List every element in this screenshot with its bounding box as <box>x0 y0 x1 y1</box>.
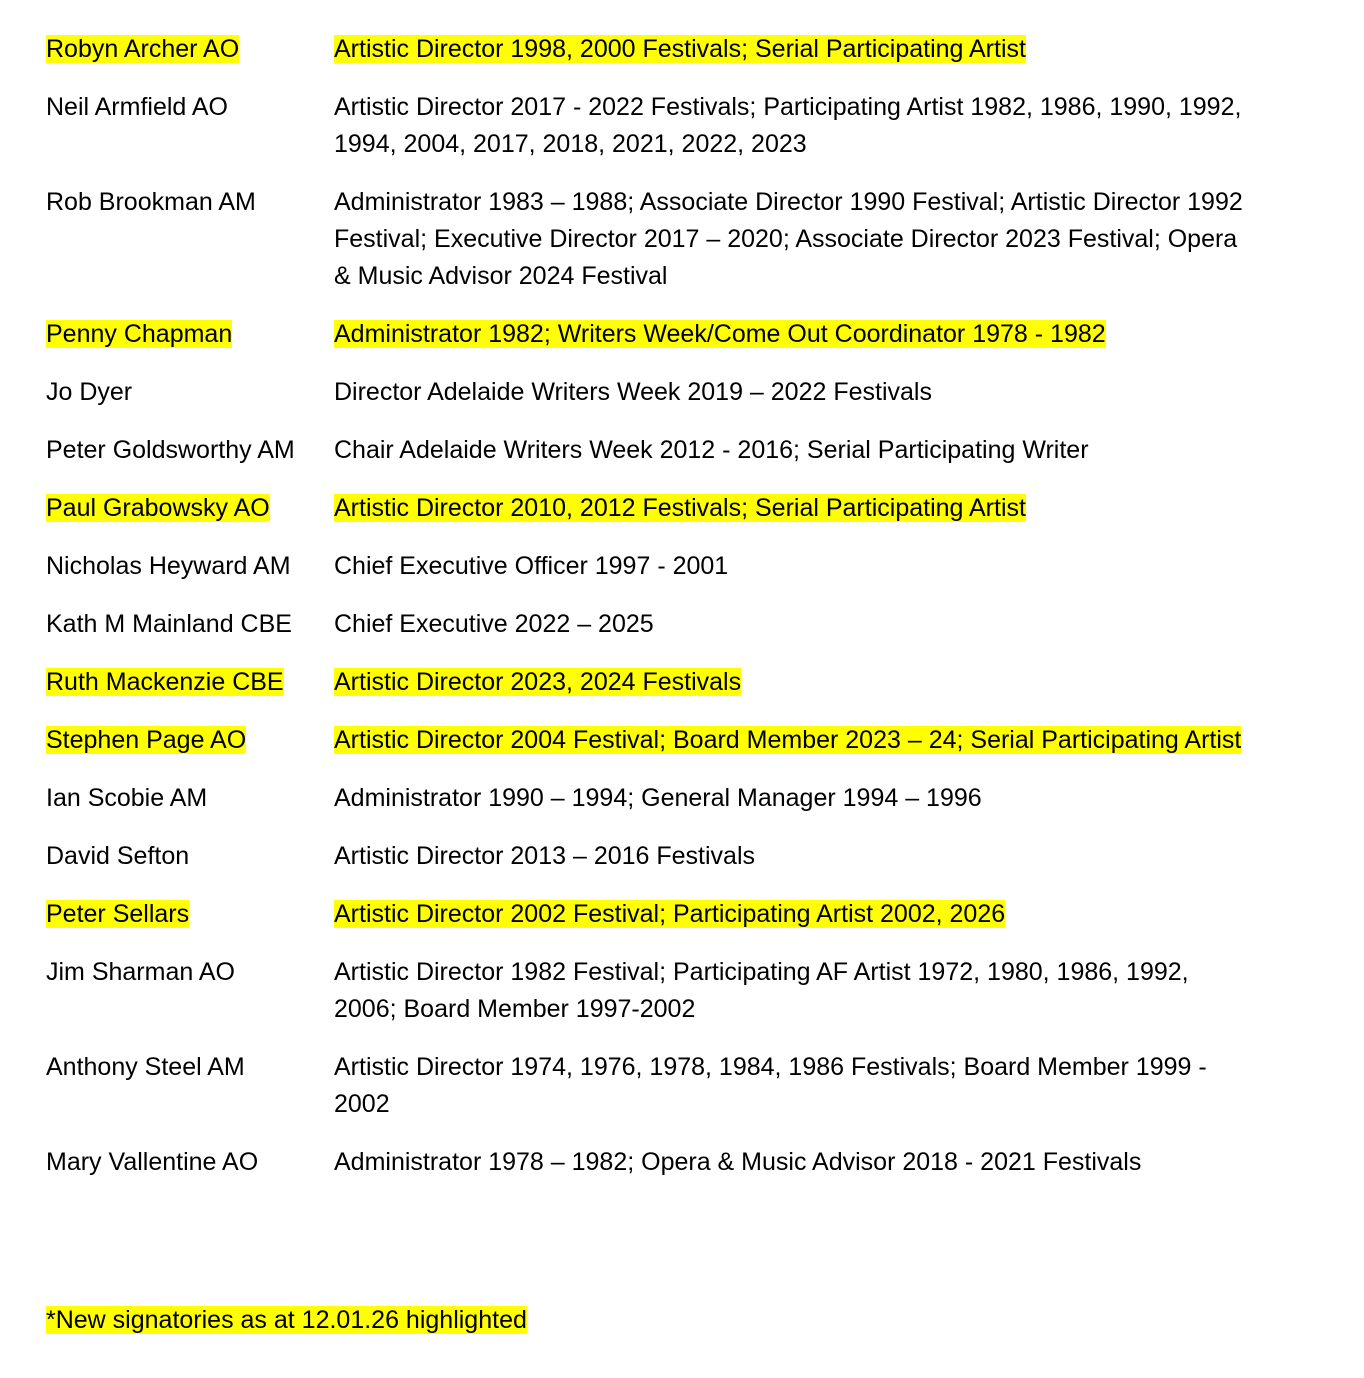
footnote-text: *New signatories as at 12.01.26 highlighted <box>46 1306 527 1334</box>
signatory-name: Kath M Mainland CBE <box>46 610 292 638</box>
signatory-row <box>46 954 1276 1028</box>
signatory-name: Penny Chapman <box>46 320 233 348</box>
signatory-role: Artistic Director 2023, 2024 Festivals <box>334 668 742 696</box>
signatory-role: Administrator 1982; Writers Week/Come Out Coordinator 1978 - 1982 <box>334 320 1106 348</box>
signatory-role: Administrator 1983 – 1988; Associate Director 1990 Festival; Artistic Director 1992 Festival; Executive Director 2017 – 2020; Associate Director 2023 Festival; Opera & Music Advisor 2024 Festival <box>334 188 1243 290</box>
signatory-role: Administrator 1990 – 1994; General Manager 1994 – 1996 <box>334 784 982 812</box>
signatory-name: Jim Sharman AO <box>46 958 235 986</box>
signatory-role: Artistic Director 1998, 2000 Festivals; Serial Participating Artist <box>334 35 1026 63</box>
signatory-row <box>46 896 1276 933</box>
signatory-row <box>46 31 1276 68</box>
signatory-list <box>46 31 1276 1202</box>
signatory-name: Rob Brookman AM <box>46 188 256 216</box>
signatory-name: Anthony Steel AM <box>46 1053 245 1081</box>
signatory-row <box>46 1144 1276 1181</box>
signatory-name: Peter Goldsworthy AM <box>46 436 295 464</box>
signatory-role: Chief Executive 2022 – 2025 <box>334 610 654 638</box>
signatory-name: Ian Scobie AM <box>46 784 208 812</box>
signatory-role: Artistic Director 2002 Festival; Participating Artist 2002, 2026 <box>334 900 1006 928</box>
signatory-name: Nicholas Heyward AM <box>46 552 291 580</box>
signatory-row <box>46 606 1276 643</box>
signatory-name: Jo Dyer <box>46 378 133 406</box>
signatory-role: Artistic Director 2013 – 2016 Festivals <box>334 842 756 870</box>
signatory-row <box>46 722 1276 759</box>
signatory-row <box>46 432 1276 469</box>
signatory-role: Chair Adelaide Writers Week 2012 - 2016; Serial Participating Writer <box>334 436 1089 464</box>
signatory-row <box>46 316 1276 353</box>
signatory-row <box>46 548 1276 585</box>
signatory-name: Ruth Mackenzie CBE <box>46 668 284 696</box>
signatory-role: Director Adelaide Writers Week 2019 – 2022 Festivals <box>334 378 932 406</box>
signatory-role: Artistic Director 1974, 1976, 1978, 1984, 1986 Festivals; Board Member 1999 - 2002 <box>334 1053 1207 1118</box>
signatory-role: Artistic Director 2004 Festival; Board Member 2023 – 24; Serial Participating Artist <box>334 726 1242 754</box>
signatory-row <box>46 184 1276 295</box>
signatory-name: Peter Sellars <box>46 900 190 928</box>
signatory-name: Mary Vallentine AO <box>46 1148 259 1176</box>
signatory-role: Administrator 1978 – 1982; Opera & Music Advisor 2018 - 2021 Festivals <box>334 1148 1142 1176</box>
signatory-role: Artistic Director 2017 - 2022 Festivals; Participating Artist 1982, 1986, 1990, 1992, 1994, 2004, 2017, 2018, 2021, 2022, 2023 <box>334 93 1242 158</box>
signatory-name: Neil Armfield AO <box>46 93 229 121</box>
signatory-name: David Sefton <box>46 842 190 870</box>
signatory-row <box>46 664 1276 701</box>
signatory-name: Robyn Archer AO <box>46 35 240 63</box>
signatory-row <box>46 374 1276 411</box>
signatory-name: Stephen Page AO <box>46 726 247 754</box>
signatory-role: Artistic Director 1982 Festival; Participating AF Artist 1972, 1980, 1986, 1992, 2006; Board Member 1997-2002 <box>334 958 1189 1023</box>
signatory-row <box>46 780 1276 817</box>
signatory-role: Artistic Director 2010, 2012 Festivals; Serial Participating Artist <box>334 494 1026 522</box>
signatory-row <box>46 89 1276 163</box>
signatory-row <box>46 838 1276 875</box>
signatory-row <box>46 490 1276 527</box>
signatory-row <box>46 1049 1276 1123</box>
signatory-name: Paul Grabowsky AO <box>46 494 270 522</box>
footnote <box>46 1302 527 1339</box>
signatory-role: Chief Executive Officer 1997 - 2001 <box>334 552 729 580</box>
